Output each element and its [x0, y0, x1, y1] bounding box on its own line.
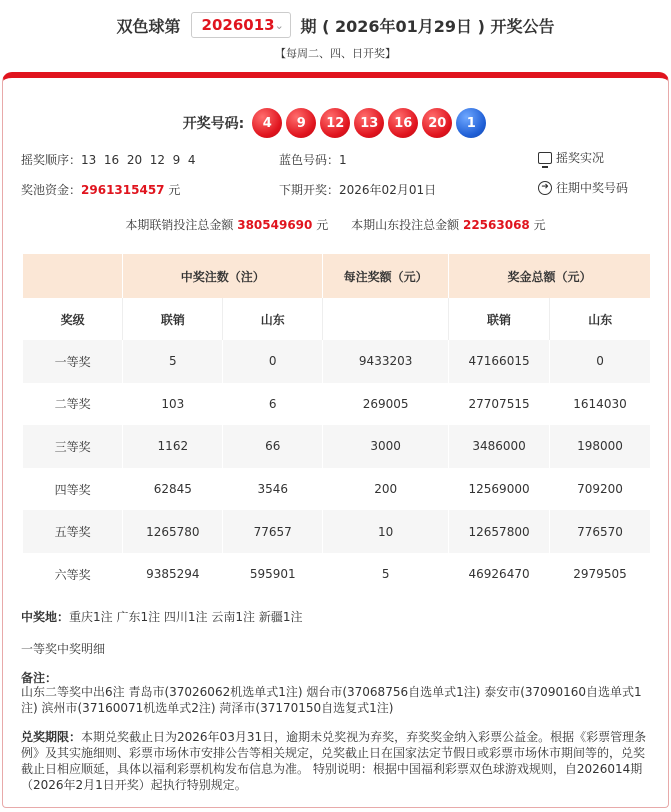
claim-deadline-text: 本期兑奖截止日为2026年03月31日，逾期未兑奖视为弃奖，弃奖奖金纳入彩票公益金。根据《彩票管理条例》及其实施细则、彩票市场休市安排公告等相关规定，兑奖截止日在国家法定节假日或彩票市场休市期间等的，兑奖截止日相应顺延，具体以福利彩票机构发布信息为准。 特别说明：根据中国福利彩票双色球游戏规则，自2026014期（2026年2月1日开奖）起执行特别规定。 — [21, 730, 647, 792]
blue-number — [279, 151, 347, 168]
table-cell: 一等奖 — [23, 340, 123, 383]
table-row — [23, 425, 651, 468]
table-cell: 9433203 — [323, 340, 449, 383]
draw-order — [21, 151, 196, 168]
table-cell: 66 — [223, 425, 323, 468]
live-draw-label: 摇奖实况 — [556, 151, 605, 165]
sales-shandong-label: 本期山东投注总金额 — [351, 218, 460, 232]
table-row — [23, 510, 651, 553]
title-prefix: 双色球第 — [116, 16, 181, 36]
table-cell: 三等奖 — [23, 425, 123, 468]
winning-regions — [21, 608, 302, 625]
table-cell: 0 — [550, 340, 651, 383]
table-cell: 二等奖 — [23, 383, 123, 426]
issue-select[interactable] — [191, 12, 291, 38]
notes-label: 备注： — [21, 671, 58, 685]
table-cell: 46926470 — [449, 553, 550, 596]
table-header-cell: 奖金总额（元） — [449, 254, 651, 298]
table-header-cell: 联销 — [123, 298, 223, 340]
table-header-cell: 奖级 — [23, 298, 123, 340]
table-cell: 五等奖 — [23, 510, 123, 553]
sales-national-label: 本期联销投注总金额 — [125, 218, 234, 232]
table-cell: 5 — [123, 340, 223, 383]
sales-national-value: 380549690 — [237, 218, 313, 232]
prize-table — [23, 254, 651, 596]
notes-text: 山东二等奖中出6注 青岛市(37026062机选单式1注) 烟台市(37068756自选单式1注) 泰安市(37090160自选单式1注) 滨州市(37160071机选单式2注) 菏泽市(37170150自选复式1注) — [21, 685, 642, 715]
table-cell: 9385294 — [123, 553, 223, 596]
history-link-label: 往期中奖号码 — [556, 181, 629, 195]
history-link[interactable] — [538, 179, 628, 196]
sales-shandong-value: 22563068 — [462, 218, 530, 232]
draw-schedule: 【每周二、四、日开奖】 — [275, 47, 396, 60]
table-cell: 6 — [223, 383, 323, 426]
table-cell: 47166015 — [449, 340, 550, 383]
table-cell: 12569000 — [449, 468, 550, 511]
live-draw-link[interactable] — [538, 149, 604, 166]
red-ball: 4 — [252, 108, 282, 138]
table-header-cell: 中奖注数（注） — [123, 254, 323, 298]
sales-shandong-unit: 元 — [533, 218, 546, 232]
table-cell: 776570 — [550, 510, 651, 553]
table-group-header — [23, 254, 651, 298]
sales-national-unit: 元 — [316, 218, 329, 232]
issue-value: 2026013 — [201, 16, 275, 34]
draw-order-label: 摇奖顺序： — [21, 153, 82, 167]
table-cell: 四等奖 — [23, 468, 123, 511]
table-cell: 5 — [323, 553, 449, 596]
table-row — [23, 383, 651, 426]
claim-deadline — [21, 729, 653, 793]
table-cell: 709200 — [550, 468, 651, 511]
table-header-cell: 联销 — [449, 298, 550, 340]
table-header-cell — [323, 298, 449, 340]
red-ball: 16 — [388, 108, 418, 138]
blue-number-value: 1 — [339, 153, 347, 167]
table-cell: 六等奖 — [23, 553, 123, 596]
table-cell: 3486000 — [449, 425, 550, 468]
prize-pool — [21, 181, 180, 198]
table-cell: 12657800 — [449, 510, 550, 553]
title-suffix: 期 ( 2026年01月29日 ) 开奖公告 — [300, 16, 555, 36]
red-ball: 20 — [422, 108, 452, 138]
table-cell: 62845 — [123, 468, 223, 511]
table-cell: 0 — [223, 340, 323, 383]
arrow-right-circle-icon: ➜ — [538, 181, 552, 195]
table-cell: 1162 — [123, 425, 223, 468]
next-draw — [279, 181, 436, 198]
table-cell: 200 — [323, 468, 449, 511]
red-ball: 9 — [286, 108, 316, 138]
table-header-cell: 山东 — [223, 298, 323, 340]
table-cell: 77657 — [223, 510, 323, 553]
claim-deadline-label: 兑奖期限： — [21, 730, 82, 744]
table-cell: 595901 — [223, 553, 323, 596]
winning-numbers — [3, 108, 668, 138]
sales-summary — [3, 216, 668, 233]
table-cell: 269005 — [323, 383, 449, 426]
table-header-cell: 山东 — [550, 298, 651, 340]
next-draw-label: 下期开奖： — [279, 183, 340, 197]
blue-ball: 1 — [456, 108, 486, 138]
page-title — [0, 12, 671, 38]
red-ball: 12 — [320, 108, 350, 138]
red-ball: 13 — [354, 108, 384, 138]
table-cell: 2979505 — [550, 553, 651, 596]
winning-regions-label: 中奖地： — [21, 610, 70, 624]
table-cell: 103 — [123, 383, 223, 426]
prize-pool-value: 2961315457 — [81, 183, 165, 197]
winning-numbers-label: 开奖号码: — [182, 116, 245, 132]
table-cell: 1614030 — [550, 383, 651, 426]
table-row — [23, 340, 651, 383]
chevron-down-icon: ⌄ — [274, 18, 284, 32]
table-cell: 1265780 — [123, 510, 223, 553]
table-header-cell — [23, 254, 123, 298]
table-row — [23, 468, 651, 511]
table-cell: 198000 — [550, 425, 651, 468]
first-prize-detail-title: 一等奖中奖明细 — [21, 642, 106, 656]
result-card — [2, 72, 669, 808]
table-row — [23, 553, 651, 596]
prize-pool-unit: 元 — [168, 183, 181, 197]
page-header — [0, 0, 671, 70]
table-sub-header — [23, 298, 651, 340]
next-draw-value: 2026年02月01日 — [339, 183, 437, 197]
blue-number-label: 蓝色号码： — [279, 153, 340, 167]
table-cell: 3000 — [323, 425, 449, 468]
table-cell: 3546 — [223, 468, 323, 511]
winning-regions-value: 重庆1注 广东1注 四川1注 云南1注 新疆1注 — [69, 610, 303, 624]
monitor-icon — [538, 152, 552, 164]
draw-order-value: 13 16 20 12 9 4 — [81, 153, 196, 167]
table-header-cell: 每注奖额（元） — [323, 254, 449, 298]
table-cell: 10 — [323, 510, 449, 553]
prize-pool-label: 奖池资金： — [21, 183, 82, 197]
table-cell: 27707515 — [449, 383, 550, 426]
